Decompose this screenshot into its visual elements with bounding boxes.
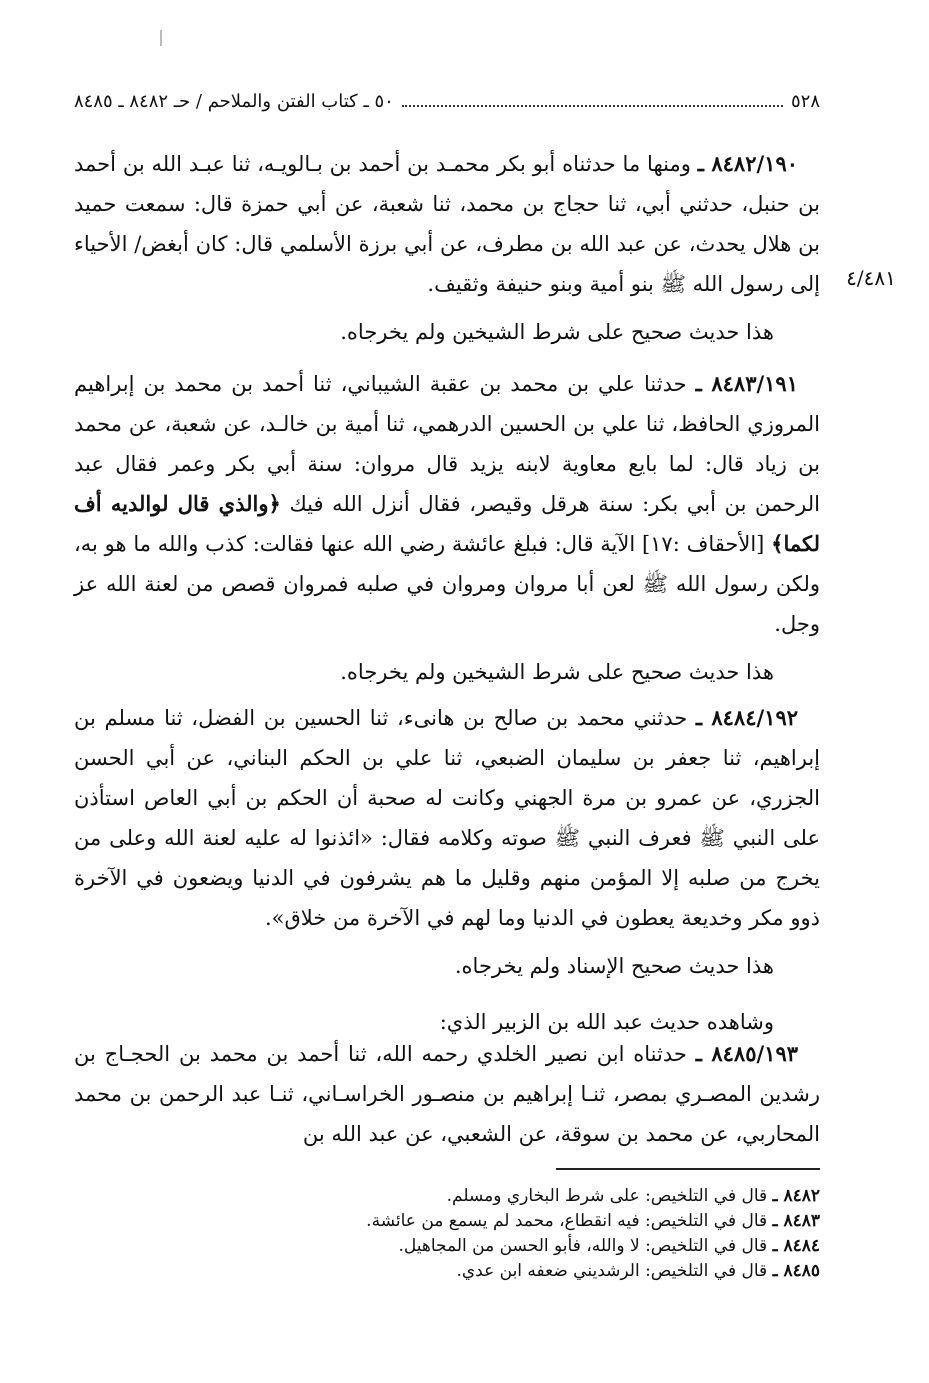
- footnote-number: ٨٤٨٤ ـ: [772, 1236, 820, 1256]
- hadith-8483-text-after: [الأحقاف :١٧] الآية قال: فبلغ عائشة رضي الله عنها فقالت: كذب والله ما هو به، ولكن رسول الله ﷺ لعن أبا مروان ومروان في صلبه فمروان قصص من لعنة الله عز وجل.: [74, 532, 820, 636]
- header-dot-leader: [402, 95, 783, 107]
- footnotes: [74, 1184, 820, 1284]
- hadith-8482-number: ٨٤٨٢/١٩٠ ـ: [697, 151, 798, 176]
- footnote-text: قال في التلخيص: فيه انقطاع، محمد لم يسمع من عائشة.: [366, 1211, 768, 1231]
- hadith-8483-grading: هذا حديث صحيح على شرط الشيخين ولم يخرجاه.: [340, 660, 774, 684]
- hadith-8484-grading: هذا حديث صحيح الإسناد ولم يخرجاه.: [454, 954, 774, 978]
- hadith-8482-body: [74, 144, 820, 304]
- hadith-8484-body: [74, 698, 820, 938]
- footnote-separator: [556, 1168, 820, 1170]
- hadith-8482-grading: هذا حديث صحيح على شرط الشيخين ولم يخرجاه.: [340, 320, 774, 344]
- hadith-8484-text: حدثني محمد بن صالح بن هانىء، ثنا الحسين بن الفضل، ثنا مسلم بن إبراهيم، ثنا جعفر بن سليمان الضبعي، ثنا علي بن الحكم البناني، عن أبي الحسن الجزري، عن عمرو بن مرة الجهني وكانت له صحبة أن الحكم بن أبي العاص استأذن على النبي ﷺ فعرف النبي ﷺ صوته وكلامه فقال: «ائذنوا له عليه لعنة الله وعلى من يخرج من صلبه إلا المؤمن منهم وقليل ما هم يشرفون في الدنيا ويضعون في الآخرة ذوو مكر وخديعة يعطون في الدنيا وما لهم في الآخرة من خلاق».: [74, 706, 820, 930]
- hadith-8485-text: حدثناه ابن نصير الخلدي رحمه الله، ثنا أحمد بن محمد بن الحجـاج بن رشدين المصـري بمصر، ثنـا إبراهيم بن منصـور الخراسـاني، ثنـا عبد الرحمن بن محمد المحاربي، عن محمد بن سوقة، عن الشعبي، عن عبد الله بن: [74, 1042, 820, 1146]
- scan-mark: [160, 30, 162, 46]
- hadith-8485: [74, 1034, 820, 1154]
- footnote: [74, 1209, 820, 1234]
- hadith-8485-number: ٨٤٨٥/١٩٣ ـ: [695, 1041, 798, 1066]
- page-number: ٥٢٨: [790, 90, 820, 112]
- footnote: [74, 1234, 820, 1259]
- footnote-text: قال في التلخيص: لا والله، فأبو الحسن من المجاهيل.: [398, 1236, 768, 1256]
- hadith-8484-number: ٨٤٨٤/١٩٢ ـ: [695, 705, 798, 730]
- hadith-8484-witness: وشاهده حديث عبد الله بن الزبير الذي:: [439, 1010, 774, 1034]
- hadith-8483-text-before: حدثنا علي بن محمد بن عقبة الشيباني، ثنا أحمد بن محمد بن إبراهيم المروزي الحافظ، ثنا علي بن الحسين الدرهمي، ثنا أمية بن خالـد، عن شعبة، عن محمد بن زياد قال: لما بايع معاوية لابنه يزيد قال مروان: سنة أبي بكر وعمر فقال عبد الرحمن بن أبي بكر: سنة هرقل وقيصر، فقال أنزل الله فيك: [74, 372, 820, 516]
- footnote: [74, 1184, 820, 1209]
- footnote-number: ٨٤٨٣ ـ: [772, 1211, 820, 1231]
- hadith-8483-body: [74, 364, 820, 644]
- footnote-number: ٨٤٨٢ ـ: [772, 1186, 820, 1206]
- footnote-number: ٨٤٨٥ ـ: [772, 1261, 820, 1281]
- running-header: [74, 86, 820, 116]
- hadith-8482-text: ومنها ما حدثناه أبو بكر محمـد بن أحمد بن بـالويـه، ثنا عبـد الله بن أحمد بن حنبل، حدثني أبي، ثنا حجاج بن محمد، ثنا شعبة، عن أبي حمزة قال: سمعت حميد بن هلال يحدث، عن عبد الله بن مطرف، عن أبي برزة الأسلمي قال: كان أبغض/ الأحياء إلى رسول الله ﷺ بنو أمية وبنو حنيفة وثقيف.: [74, 152, 820, 296]
- footnote-text: قال في التلخيص: على شرط البخاري ومسلم.: [446, 1186, 768, 1206]
- quran-verse: ﴿والذي قال لوالديه أف لكما﴾: [74, 491, 820, 556]
- footnote-text: قال في التلخيص: الرشديني ضعفه ابن عدي.: [456, 1261, 768, 1281]
- running-title: ٥٠ ـ كتاب الفتن والملاحم / حـ ٨٤٨٢ ـ ٨٤٨٥: [74, 90, 394, 112]
- hadith-8483-number: ٨٤٨٣/١٩١ ـ: [695, 371, 798, 396]
- margin-volume-page-ref: ٤/٤٨١: [846, 266, 896, 290]
- hadith-8485-body: [74, 1034, 820, 1154]
- hadith-8482: [74, 144, 820, 360]
- hadith-8483: [74, 364, 820, 700]
- footnote: [74, 1259, 820, 1284]
- hadith-8484: [74, 698, 820, 1050]
